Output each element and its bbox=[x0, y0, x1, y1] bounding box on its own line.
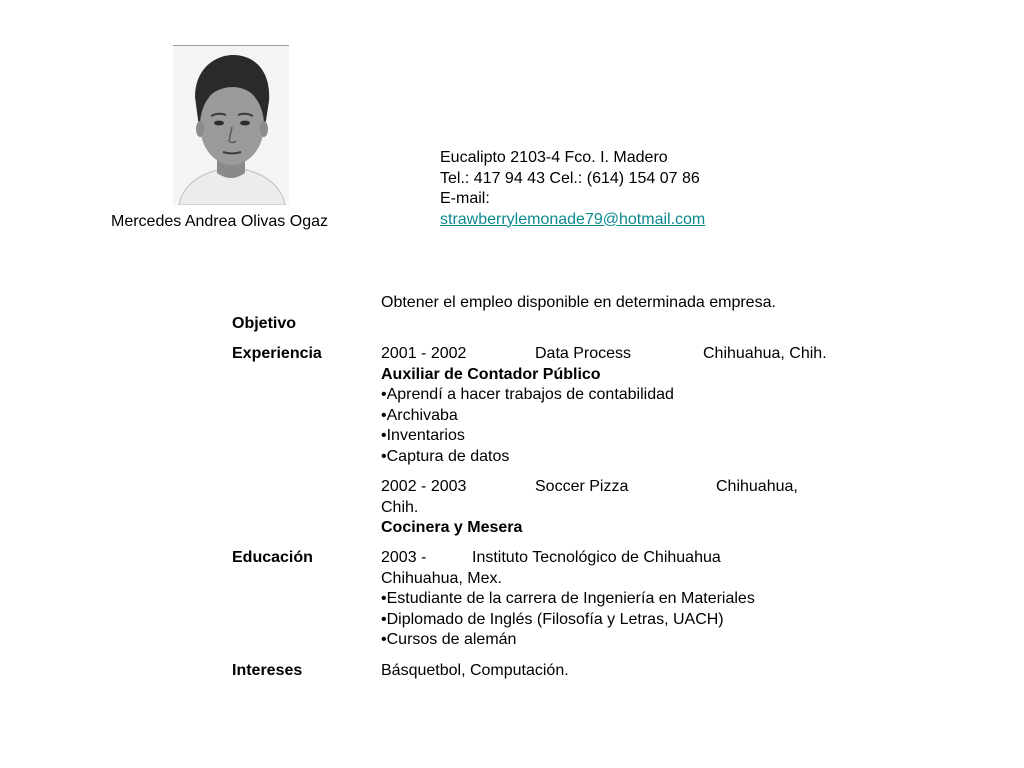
job-1-role: Auxiliar de Contador Público bbox=[381, 365, 601, 383]
email-link[interactable]: strawberrylemonade79@hotmail.com bbox=[440, 210, 706, 228]
job-1-bullet: • Inventarios bbox=[381, 426, 851, 447]
job-2-role: Cocinera y Mesera bbox=[381, 519, 523, 536]
education-bullet: • Cursos de alemán bbox=[381, 630, 851, 651]
job-2-place-continued: Chih. bbox=[381, 498, 419, 516]
job-entry-2 bbox=[381, 477, 851, 539]
intereses-label: Intereses bbox=[232, 662, 303, 679]
job-2-place: Chihuahua, bbox=[716, 478, 798, 495]
job-1-bullet: • Captura de datos bbox=[381, 447, 851, 468]
phone-numbers: Tel.: 417 94 43 Cel.: (614) 154 07 86 bbox=[440, 169, 700, 187]
contact-block bbox=[440, 148, 705, 230]
education-entry bbox=[381, 548, 851, 651]
job-2-years: 2002 - 2003 bbox=[381, 478, 467, 495]
job-2-header bbox=[381, 477, 851, 498]
educacion-label: Educación bbox=[232, 549, 313, 566]
job-entry-1 bbox=[381, 344, 851, 467]
job-2-company: Soccer Pizza bbox=[535, 478, 629, 495]
job-1-place: Chihuahua, Chih. bbox=[703, 345, 827, 362]
profile-photo bbox=[173, 45, 289, 205]
education-school: Instituto Tecnológico de Chihuahua bbox=[472, 549, 721, 566]
education-header bbox=[381, 548, 851, 569]
email-label: E-mail: bbox=[440, 190, 490, 207]
portrait-image bbox=[173, 45, 289, 205]
job-1-header bbox=[381, 344, 851, 365]
address: Eucalipto 2103-4 Fco. I. Madero bbox=[440, 149, 668, 166]
job-1-years: 2001 - 2002 bbox=[381, 345, 467, 362]
experiencia-label: Experiencia bbox=[232, 345, 322, 362]
job-1-bullet: • Archivaba bbox=[381, 406, 851, 427]
education-bullet: • Diplomado de Inglés (Filosofía y Letras, UACH) bbox=[381, 610, 851, 631]
job-1-company: Data Process bbox=[535, 345, 632, 362]
education-bullet: • Estudiante de la carrera de Ingeniería en Materiales bbox=[381, 589, 851, 610]
education-city: Chihuahua, Mex. bbox=[381, 569, 502, 587]
objetivo-text: Obtener el empleo disponible en determinada empresa. bbox=[381, 294, 776, 311]
education-years: 2003 - bbox=[381, 549, 427, 566]
intereses-text: Básquetbol, Computación. bbox=[381, 662, 569, 679]
job-1-bullet: • Aprendí a hacer trabajos de contabilidad bbox=[381, 385, 851, 406]
objetivo-label: Objetivo bbox=[232, 315, 297, 332]
candidate-name: Mercedes Andrea Olivas Ogaz bbox=[111, 213, 328, 230]
